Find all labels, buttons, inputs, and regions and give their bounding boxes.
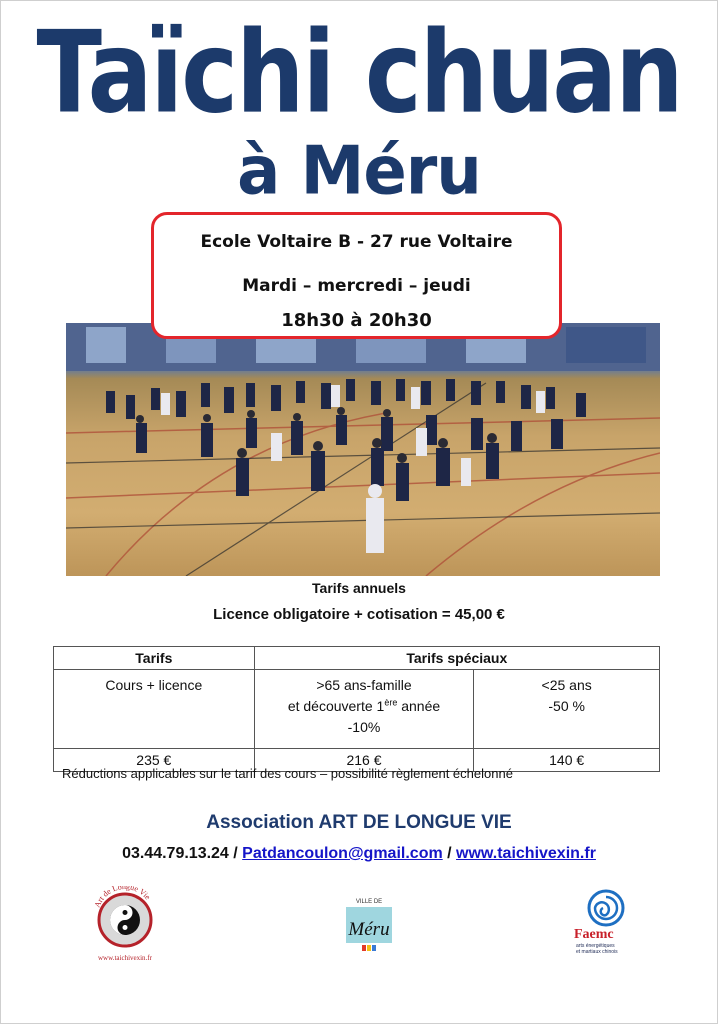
price-junior: 140 € xyxy=(474,749,660,772)
ville-de-meru-logo xyxy=(330,893,408,957)
contact-line xyxy=(0,845,718,863)
junior-line-2: -50 % xyxy=(548,698,585,714)
schedule-box xyxy=(151,212,562,339)
logo-faemc-text: Faemc xyxy=(574,927,614,942)
art-de-longue-vie-logo xyxy=(82,886,168,964)
location-text: Ecole Voltaire B - 27 rue Voltaire xyxy=(200,232,513,252)
tarifs-title: Tarifs annuels xyxy=(312,580,406,596)
senior-line-2-end: année xyxy=(397,698,441,714)
page-subtitle: à Méru xyxy=(237,132,481,211)
days-text: Mardi – mercredi – jeudi xyxy=(242,276,471,296)
senior-line-2 xyxy=(255,696,474,717)
table-cell-label: Cours + licence xyxy=(54,670,255,749)
logo-arc-text: Art de Longue Vie xyxy=(92,886,153,909)
table-cell-junior xyxy=(474,670,660,749)
table-header-tarifs: Tarifs xyxy=(54,647,255,670)
page-title: Taïchi chuan xyxy=(36,6,682,139)
hours-text: 18h30 à 20h30 xyxy=(281,310,432,331)
price-table xyxy=(53,646,660,772)
table-header-row xyxy=(54,647,660,670)
logo-meru-text: Méru xyxy=(348,919,390,940)
email-link[interactable]: Patdancoulon@gmail.com xyxy=(242,845,443,862)
senior-line-1: >65 ans-famille xyxy=(316,677,412,693)
logo-ville-text: VILLE DE xyxy=(355,899,383,905)
table-cell-senior xyxy=(254,670,474,749)
association-name: Association ART DE LONGUE VIE xyxy=(206,812,512,833)
price-senior: 216 € xyxy=(254,749,474,772)
price-standard: 235 € xyxy=(54,749,255,772)
logo-faemc-sub1: arts énergétiques xyxy=(576,943,615,949)
licence-text: Licence obligatoire + cotisation = 45,00 € xyxy=(213,606,505,623)
reduction-note: Réductions applicables sur le tarif des cours – possibilité règlement échelonné xyxy=(62,766,513,781)
senior-line-2-sup: ère xyxy=(384,697,398,708)
logo-faemc-sub2: et martiaux chinois xyxy=(576,949,618,955)
junior-line-1: <25 ans xyxy=(541,677,592,693)
phone-number: 03.44.79.13.24 xyxy=(122,845,229,862)
separator: / xyxy=(442,845,457,862)
taichi-class-photo xyxy=(66,323,660,576)
table-row xyxy=(54,670,660,749)
senior-line-3: -10% xyxy=(347,719,381,735)
table-header-special: Tarifs spéciaux xyxy=(254,647,659,670)
faemc-logo xyxy=(572,888,638,962)
logo-url-text: www.taichivexin.fr xyxy=(98,954,152,962)
senior-line-2-text: et découverte 1 xyxy=(287,698,385,714)
website-link[interactable]: www.taichivexin.fr xyxy=(456,845,596,862)
separator: / xyxy=(228,845,243,862)
